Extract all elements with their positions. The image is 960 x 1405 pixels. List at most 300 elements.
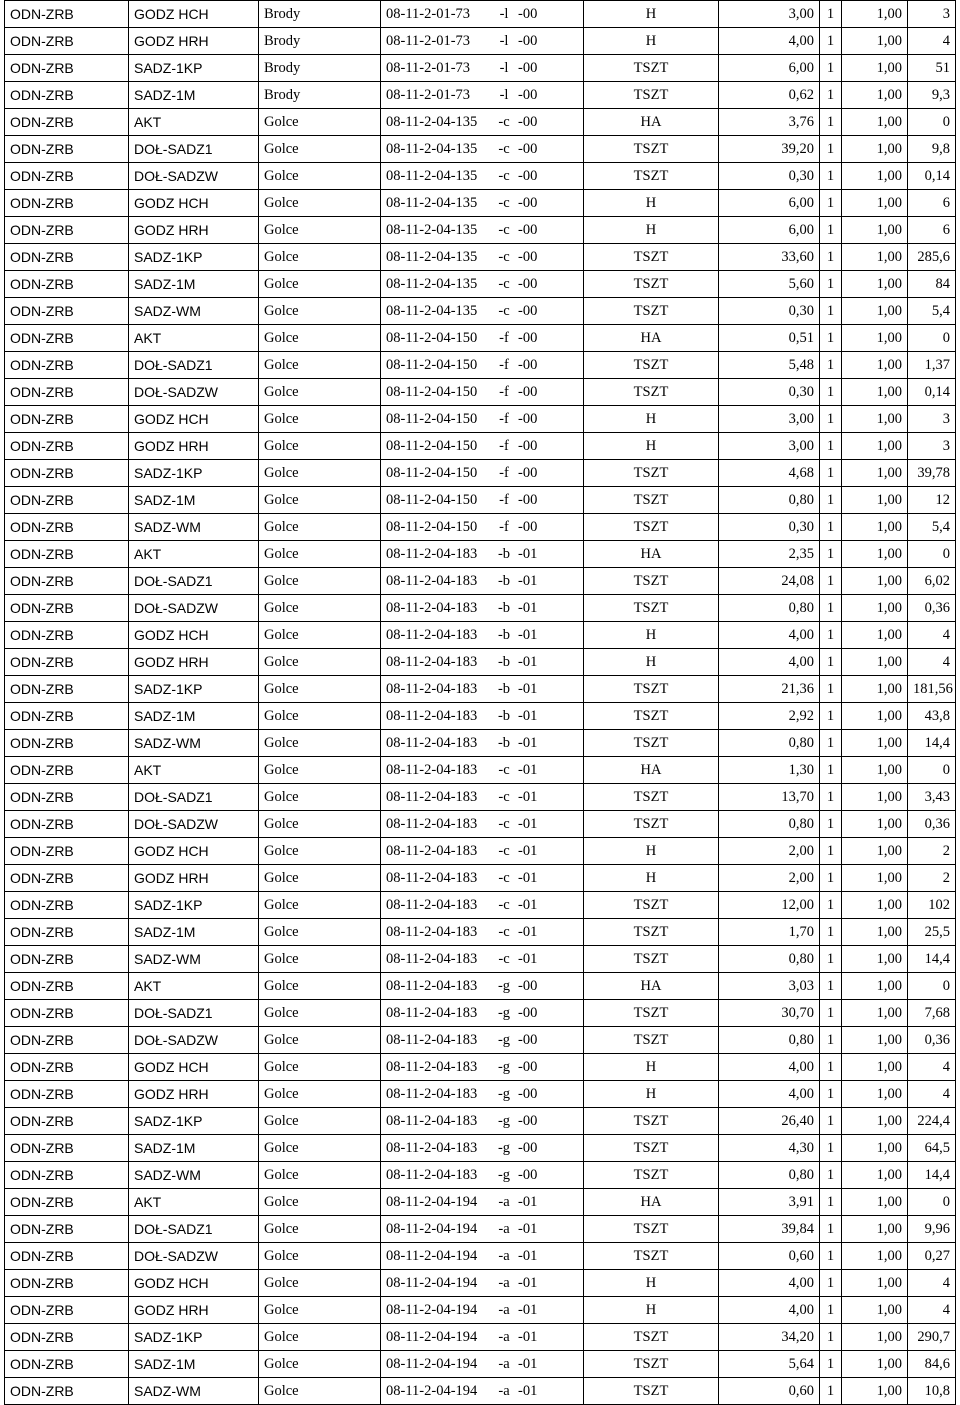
table-row [5, 1270, 956, 1297]
measure-unit-cell: TSZT [584, 1351, 719, 1378]
result-cell: 4 [908, 649, 956, 676]
address-cell [381, 595, 584, 622]
table-row [5, 703, 956, 730]
count-cell: 1 [820, 1243, 842, 1270]
table-row [5, 1297, 956, 1324]
unit-code-cell: ODN-ZRB [5, 82, 129, 109]
table-row [5, 919, 956, 946]
measure-unit-cell: HA [584, 1189, 719, 1216]
address-cell [381, 244, 584, 271]
address-cell [381, 1216, 584, 1243]
quantity-cell: 4,00 [719, 622, 820, 649]
address-subdivision: -c [498, 951, 510, 967]
measure-unit-cell: TSZT [584, 379, 719, 406]
count-cell: 1 [820, 946, 842, 973]
table-row [5, 595, 956, 622]
unit-code-cell: ODN-ZRB [5, 784, 129, 811]
locality-cell: Golce [259, 271, 381, 298]
address-suffix: -01 [518, 654, 538, 670]
activity-cell: GODZ HCH [129, 406, 259, 433]
activity-cell: GODZ HRH [129, 865, 259, 892]
quantity-cell: 4,00 [719, 1270, 820, 1297]
activity-cell: SADZ-1KP [129, 1108, 259, 1135]
address-cell [381, 1, 584, 28]
result-cell: 5,4 [908, 298, 956, 325]
quantity-cell: 0,60 [719, 1378, 820, 1405]
count-cell: 1 [820, 1054, 842, 1081]
address-number: 08-11-2-04-183 [386, 1140, 478, 1156]
quantity-cell: 0,80 [719, 811, 820, 838]
measure-unit-cell: TSZT [584, 352, 719, 379]
address-number: 08-11-2-04-183 [386, 762, 478, 778]
table-row [5, 433, 956, 460]
address-cell [381, 1324, 584, 1351]
table-row [5, 298, 956, 325]
factor-cell: 1,00 [842, 1054, 908, 1081]
address-subdivision: -a [498, 1383, 510, 1399]
activity-cell: SADZ-WM [129, 514, 259, 541]
count-cell: 1 [820, 1378, 842, 1405]
locality-cell: Golce [259, 460, 381, 487]
address-cell [381, 973, 584, 1000]
result-cell: 1,37 [908, 352, 956, 379]
address-cell [381, 541, 584, 568]
address-cell [381, 784, 584, 811]
activity-cell: SADZ-1KP [129, 892, 259, 919]
activity-cell: SADZ-1KP [129, 460, 259, 487]
result-cell: 3 [908, 1, 956, 28]
activity-cell: DOŁ-SADZW [129, 163, 259, 190]
address-subdivision: -a [498, 1356, 510, 1372]
address-subdivision: -c [498, 141, 510, 157]
locality-cell: Golce [259, 919, 381, 946]
locality-cell: Golce [259, 1054, 381, 1081]
locality-cell: Golce [259, 433, 381, 460]
count-cell: 1 [820, 406, 842, 433]
result-cell: 290,7 [908, 1324, 956, 1351]
count-cell: 1 [820, 82, 842, 109]
result-cell: 0 [908, 541, 956, 568]
address-cell [381, 676, 584, 703]
result-cell: 3 [908, 406, 956, 433]
address-suffix: -01 [518, 1248, 538, 1264]
quantity-cell: 39,84 [719, 1216, 820, 1243]
address-number: 08-11-2-04-135 [386, 114, 478, 130]
address-cell [381, 1135, 584, 1162]
unit-code-cell: ODN-ZRB [5, 406, 129, 433]
locality-cell: Golce [259, 1081, 381, 1108]
quantity-cell: 12,00 [719, 892, 820, 919]
factor-cell: 1,00 [842, 622, 908, 649]
activity-cell: DOŁ-SADZ1 [129, 784, 259, 811]
table-row [5, 1, 956, 28]
measure-unit-cell: TSZT [584, 1162, 719, 1189]
address-suffix: -01 [518, 1383, 538, 1399]
address-number: 08-11-2-04-183 [386, 1167, 478, 1183]
result-cell: 12 [908, 487, 956, 514]
address-suffix: -01 [518, 789, 538, 805]
locality-cell: Brody [259, 28, 381, 55]
address-number: 08-11-2-04-150 [386, 465, 478, 481]
address-subdivision: -b [497, 735, 511, 751]
measure-unit-cell: H [584, 433, 719, 460]
activity-cell: GODZ HCH [129, 190, 259, 217]
activity-cell: DOŁ-SADZ1 [129, 1216, 259, 1243]
count-cell: 1 [820, 1081, 842, 1108]
address-subdivision: -f [499, 357, 509, 373]
address-cell [381, 1297, 584, 1324]
activity-cell: AKT [129, 541, 259, 568]
activity-cell: GODZ HRH [129, 217, 259, 244]
quantity-cell: 5,48 [719, 352, 820, 379]
quantity-cell: 0,80 [719, 487, 820, 514]
address-suffix: -00 [518, 303, 538, 319]
table-row [5, 1243, 956, 1270]
activity-cell: AKT [129, 109, 259, 136]
factor-cell: 1,00 [842, 460, 908, 487]
address-subdivision: -b [497, 627, 511, 643]
address-number: 08-11-2-04-183 [386, 1059, 478, 1075]
quantity-cell: 4,00 [719, 1297, 820, 1324]
result-cell: 0 [908, 325, 956, 352]
measure-unit-cell: TSZT [584, 1027, 719, 1054]
measure-unit-cell: TSZT [584, 82, 719, 109]
count-cell: 1 [820, 298, 842, 325]
address-cell [381, 1081, 584, 1108]
quantity-cell: 2,92 [719, 703, 820, 730]
result-cell: 0 [908, 1189, 956, 1216]
table-row [5, 190, 956, 217]
measure-unit-cell: HA [584, 109, 719, 136]
unit-code-cell: ODN-ZRB [5, 244, 129, 271]
unit-code-cell: ODN-ZRB [5, 271, 129, 298]
count-cell: 1 [820, 838, 842, 865]
measure-unit-cell: H [584, 1270, 719, 1297]
measure-unit-cell: H [584, 1, 719, 28]
unit-code-cell: ODN-ZRB [5, 676, 129, 703]
quantity-cell: 3,91 [719, 1189, 820, 1216]
locality-cell: Brody [259, 82, 381, 109]
unit-code-cell: ODN-ZRB [5, 541, 129, 568]
activity-cell: GODZ HRH [129, 1297, 259, 1324]
result-cell: 4 [908, 28, 956, 55]
address-subdivision: -f [499, 438, 509, 454]
count-cell: 1 [820, 757, 842, 784]
result-cell: 10,8 [908, 1378, 956, 1405]
locality-cell: Golce [259, 1162, 381, 1189]
result-cell: 7,68 [908, 1000, 956, 1027]
address-suffix: -00 [518, 1167, 538, 1183]
unit-code-cell: ODN-ZRB [5, 460, 129, 487]
factor-cell: 1,00 [842, 352, 908, 379]
factor-cell: 1,00 [842, 946, 908, 973]
factor-cell: 1,00 [842, 1081, 908, 1108]
result-cell: 51 [908, 55, 956, 82]
unit-code-cell: ODN-ZRB [5, 325, 129, 352]
address-subdivision: -c [498, 114, 510, 130]
locality-cell: Golce [259, 352, 381, 379]
result-cell: 6 [908, 190, 956, 217]
activity-cell: DOŁ-SADZW [129, 1243, 259, 1270]
measure-unit-cell: H [584, 1081, 719, 1108]
count-cell: 1 [820, 190, 842, 217]
table-row [5, 163, 956, 190]
table-row [5, 379, 956, 406]
count-cell: 1 [820, 433, 842, 460]
quantity-cell: 3,76 [719, 109, 820, 136]
address-suffix: -01 [518, 924, 538, 940]
measure-unit-cell: TSZT [584, 514, 719, 541]
factor-cell: 1,00 [842, 1351, 908, 1378]
address-number: 08-11-2-04-183 [386, 627, 478, 643]
address-subdivision: -f [499, 519, 509, 535]
locality-cell: Brody [259, 1, 381, 28]
result-cell: 181,56 [908, 676, 956, 703]
count-cell: 1 [820, 1027, 842, 1054]
address-subdivision: -c [498, 870, 510, 886]
address-cell [381, 1189, 584, 1216]
table-row [5, 1000, 956, 1027]
quantity-cell: 0,30 [719, 514, 820, 541]
result-cell: 39,78 [908, 460, 956, 487]
table-row [5, 784, 956, 811]
address-suffix: -00 [518, 492, 538, 508]
quantity-cell: 0,80 [719, 730, 820, 757]
factor-cell: 1,00 [842, 109, 908, 136]
quantity-cell: 2,00 [719, 838, 820, 865]
locality-cell: Golce [259, 757, 381, 784]
measure-unit-cell: HA [584, 757, 719, 784]
table-row [5, 487, 956, 514]
count-cell: 1 [820, 973, 842, 1000]
address-subdivision: -a [498, 1329, 510, 1345]
address-number: 08-11-2-04-135 [386, 276, 478, 292]
quantity-cell: 3,00 [719, 1, 820, 28]
table-row [5, 1027, 956, 1054]
quantity-cell: 3,00 [719, 433, 820, 460]
result-cell: 0,14 [908, 163, 956, 190]
address-number: 08-11-2-04-194 [386, 1221, 478, 1237]
address-number: 08-11-2-04-183 [386, 600, 478, 616]
address-cell [381, 298, 584, 325]
factor-cell: 1,00 [842, 1162, 908, 1189]
address-suffix: -01 [518, 762, 538, 778]
address-number: 08-11-2-04-135 [386, 195, 478, 211]
address-subdivision: -b [497, 546, 511, 562]
measure-unit-cell: TSZT [584, 676, 719, 703]
count-cell: 1 [820, 1108, 842, 1135]
measure-unit-cell: TSZT [584, 703, 719, 730]
factor-cell: 1,00 [842, 271, 908, 298]
address-cell [381, 82, 584, 109]
measure-unit-cell: H [584, 190, 719, 217]
unit-code-cell: ODN-ZRB [5, 703, 129, 730]
unit-code-cell: ODN-ZRB [5, 919, 129, 946]
table-row [5, 811, 956, 838]
address-subdivision: -l [499, 6, 509, 22]
address-subdivision: -c [498, 195, 510, 211]
address-number: 08-11-2-04-183 [386, 573, 478, 589]
activity-cell: GODZ HCH [129, 622, 259, 649]
address-cell [381, 28, 584, 55]
locality-cell: Golce [259, 1351, 381, 1378]
activity-cell: DOŁ-SADZ1 [129, 1000, 259, 1027]
unit-code-cell: ODN-ZRB [5, 109, 129, 136]
factor-cell: 1,00 [842, 325, 908, 352]
measure-unit-cell: TSZT [584, 460, 719, 487]
address-number: 08-11-2-01-73 [386, 60, 471, 76]
result-cell: 4 [908, 622, 956, 649]
address-number: 08-11-2-04-183 [386, 870, 478, 886]
address-subdivision: -c [498, 816, 510, 832]
address-suffix: -00 [518, 60, 538, 76]
address-suffix: -00 [518, 411, 538, 427]
factor-cell: 1,00 [842, 1135, 908, 1162]
result-cell: 14,4 [908, 730, 956, 757]
measure-unit-cell: H [584, 28, 719, 55]
address-number: 08-11-2-04-135 [386, 249, 478, 265]
address-number: 08-11-2-04-150 [386, 438, 478, 454]
result-cell: 4 [908, 1081, 956, 1108]
unit-code-cell: ODN-ZRB [5, 1135, 129, 1162]
measure-unit-cell: H [584, 865, 719, 892]
measure-unit-cell: TSZT [584, 1135, 719, 1162]
unit-code-cell: ODN-ZRB [5, 379, 129, 406]
quantity-cell: 0,60 [719, 1243, 820, 1270]
activity-cell: GODZ HRH [129, 1081, 259, 1108]
unit-code-cell: ODN-ZRB [5, 730, 129, 757]
locality-cell: Golce [259, 163, 381, 190]
measure-unit-cell: TSZT [584, 136, 719, 163]
activity-cell: SADZ-1M [129, 271, 259, 298]
address-cell [381, 1108, 584, 1135]
address-cell [381, 217, 584, 244]
table-row [5, 973, 956, 1000]
address-cell [381, 1243, 584, 1270]
measure-unit-cell: TSZT [584, 811, 719, 838]
activity-cell: SADZ-WM [129, 730, 259, 757]
locality-cell: Brody [259, 55, 381, 82]
address-number: 08-11-2-04-150 [386, 384, 478, 400]
result-cell: 0 [908, 757, 956, 784]
unit-code-cell: ODN-ZRB [5, 1351, 129, 1378]
address-number: 08-11-2-04-194 [386, 1302, 478, 1318]
quantity-cell: 0,51 [719, 325, 820, 352]
activity-cell: SADZ-1M [129, 487, 259, 514]
unit-code-cell: ODN-ZRB [5, 1189, 129, 1216]
count-cell: 1 [820, 1000, 842, 1027]
address-cell [381, 838, 584, 865]
measure-unit-cell: H [584, 217, 719, 244]
result-cell: 5,4 [908, 514, 956, 541]
measure-unit-cell: H [584, 649, 719, 676]
factor-cell: 1,00 [842, 406, 908, 433]
factor-cell: 1,00 [842, 1, 908, 28]
measure-unit-cell: TSZT [584, 892, 719, 919]
count-cell: 1 [820, 1189, 842, 1216]
unit-code-cell: ODN-ZRB [5, 892, 129, 919]
address-suffix: -00 [518, 141, 538, 157]
table-row [5, 1189, 956, 1216]
result-cell: 102 [908, 892, 956, 919]
factor-cell: 1,00 [842, 1000, 908, 1027]
locality-cell: Golce [259, 568, 381, 595]
factor-cell: 1,00 [842, 1243, 908, 1270]
address-suffix: -00 [518, 276, 538, 292]
factor-cell: 1,00 [842, 568, 908, 595]
result-cell: 2 [908, 838, 956, 865]
table-row [5, 325, 956, 352]
table-row [5, 865, 956, 892]
result-cell: 0 [908, 973, 956, 1000]
factor-cell: 1,00 [842, 676, 908, 703]
address-cell [381, 433, 584, 460]
quantity-cell: 0,80 [719, 595, 820, 622]
address-cell [381, 163, 584, 190]
address-number: 08-11-2-04-194 [386, 1248, 478, 1264]
result-cell: 4 [908, 1054, 956, 1081]
result-cell: 14,4 [908, 946, 956, 973]
address-suffix: -00 [518, 33, 538, 49]
address-suffix: -00 [518, 978, 538, 994]
quantity-cell: 1,70 [719, 919, 820, 946]
table-row [5, 109, 956, 136]
address-number: 08-11-2-04-135 [386, 303, 478, 319]
activity-cell: DOŁ-SADZ1 [129, 568, 259, 595]
address-number: 08-11-2-04-194 [386, 1383, 478, 1399]
unit-code-cell: ODN-ZRB [5, 514, 129, 541]
measure-unit-cell: TSZT [584, 55, 719, 82]
address-suffix: -00 [518, 1005, 538, 1021]
locality-cell: Golce [259, 1216, 381, 1243]
address-suffix: -00 [518, 195, 538, 211]
address-cell [381, 1027, 584, 1054]
address-subdivision: -c [498, 276, 510, 292]
quantity-cell: 24,08 [719, 568, 820, 595]
locality-cell: Golce [259, 1243, 381, 1270]
table-row [5, 838, 956, 865]
factor-cell: 1,00 [842, 973, 908, 1000]
address-suffix: -01 [518, 816, 538, 832]
table-row [5, 1324, 956, 1351]
address-cell [381, 271, 584, 298]
address-number: 08-11-2-04-194 [386, 1194, 478, 1210]
address-suffix: -01 [518, 843, 538, 859]
address-subdivision: -g [497, 1140, 511, 1156]
result-cell: 0 [908, 109, 956, 136]
unit-code-cell: ODN-ZRB [5, 1162, 129, 1189]
factor-cell: 1,00 [842, 730, 908, 757]
factor-cell: 1,00 [842, 298, 908, 325]
quantity-cell: 3,00 [719, 406, 820, 433]
activity-cell: GODZ HCH [129, 838, 259, 865]
unit-code-cell: ODN-ZRB [5, 649, 129, 676]
unit-code-cell: ODN-ZRB [5, 1243, 129, 1270]
result-cell: 2 [908, 865, 956, 892]
quantity-cell: 2,35 [719, 541, 820, 568]
address-suffix: -00 [518, 465, 538, 481]
table-row [5, 757, 956, 784]
activity-cell: GODZ HRH [129, 28, 259, 55]
locality-cell: Golce [259, 244, 381, 271]
locality-cell: Golce [259, 109, 381, 136]
factor-cell: 1,00 [842, 1108, 908, 1135]
result-cell: 285,6 [908, 244, 956, 271]
result-cell: 4 [908, 1297, 956, 1324]
activity-cell: AKT [129, 757, 259, 784]
address-subdivision: -c [498, 222, 510, 238]
address-number: 08-11-2-04-183 [386, 1086, 478, 1102]
